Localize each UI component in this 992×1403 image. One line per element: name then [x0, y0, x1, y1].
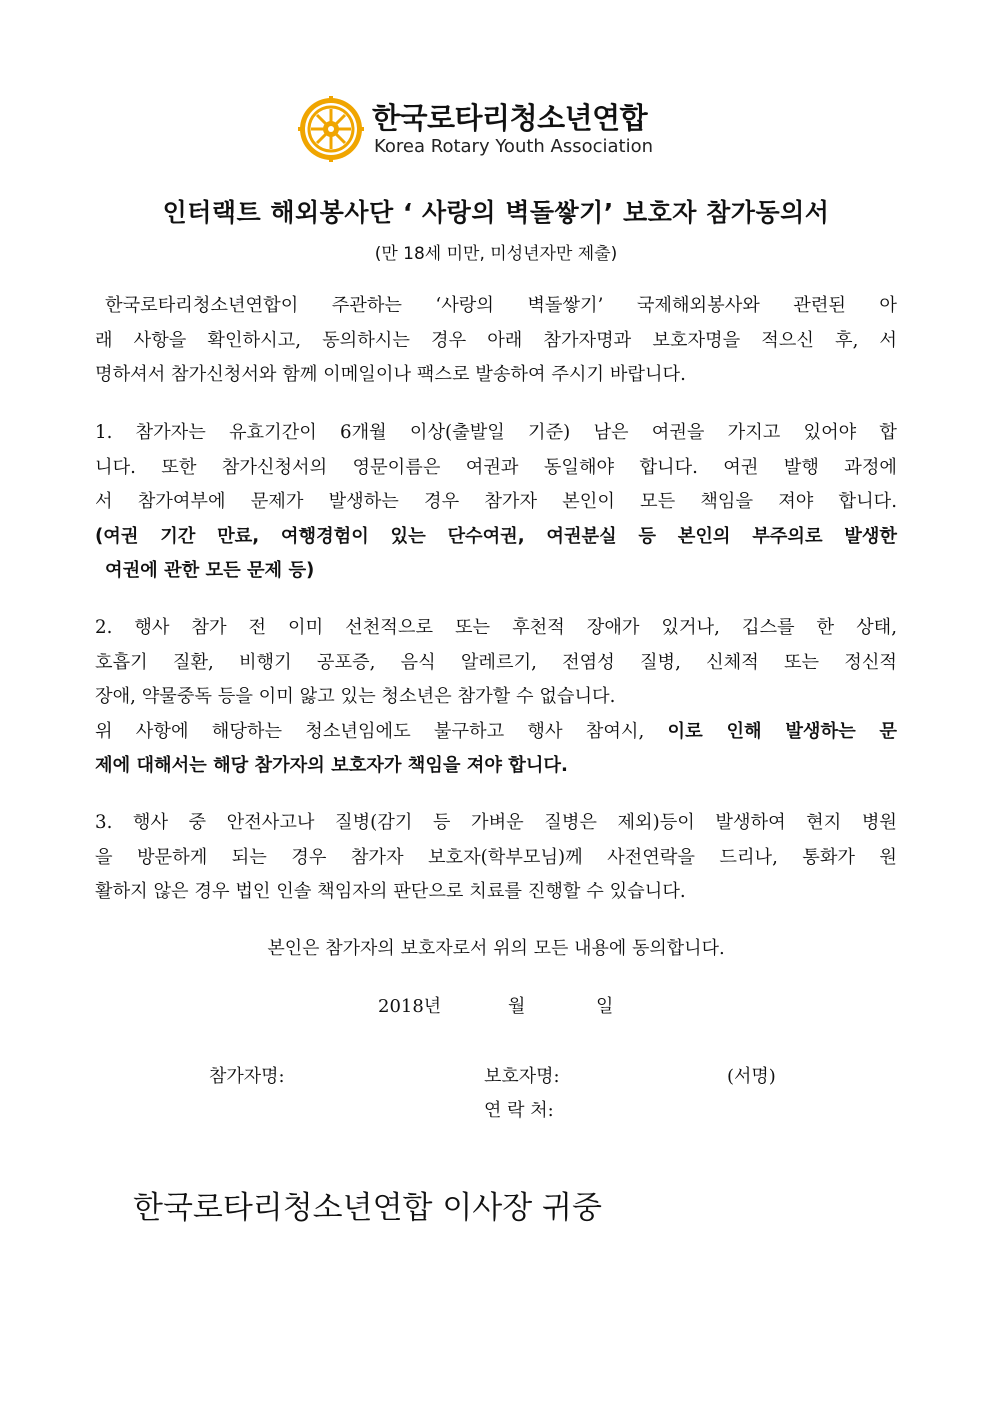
- item-1-line: 1. 참가자는 유효기간이 6개월 이상(출발일 기준) 남은 여권을 가지고 있어야 합: [95, 422, 897, 443]
- guardian-name-label: 보호자명:: [484, 1066, 560, 1087]
- contact-label: 연 락 처:: [484, 1100, 554, 1121]
- intro-line: 명하셔서 참가신청서와 함께 이메일이나 팩스로 발송하여 주시기 바랍니다.: [95, 364, 686, 385]
- date-day: 일: [596, 996, 614, 1017]
- date-year: 2018년: [378, 996, 442, 1017]
- item-1-line: 니다. 또한 참가신청서의 영문이름은 여권과 동일해야 합니다. 여권 발행 과정에: [95, 456, 897, 478]
- consent-statement: 본인은 참가자의 보호자로서 위의 모든 내용에 동의합니다.: [267, 938, 725, 959]
- signature-label: (서명): [727, 1066, 776, 1087]
- item-3-line: 3. 행사 중 안전사고나 질병(감기 등 가벼운 질병은 제외)등이 발생하여 현지 병원: [95, 812, 897, 833]
- item-3-line: 을 방문하게 되는 경우 참가자 보호자(학부모님)께 사전연락을 드리나, 통화가 원: [95, 846, 897, 868]
- organization-logo: [298, 96, 688, 162]
- intro-paragraph: [95, 289, 897, 393]
- document-title: 인터랙트 해외봉사단 ‘ 사랑의 벽돌쌓기’ 보호자 참가동의서: [162, 198, 830, 227]
- item-2-line: 장애, 약물중독 등을 이미 앓고 있는 청소년은 참가할 수 없습니다.: [95, 686, 616, 707]
- item-1-bold-line: (여권 기간 만료, 여행경험이 있는 단수여권, 여권분실 등 본인의 부주의로 발생한: [95, 525, 897, 547]
- item-1-bold-line: 여권에 관한 모든 문제 등): [105, 560, 315, 581]
- logo-korean-name: 한국로타리청소년연합: [372, 101, 648, 135]
- item-2-paragraph: [95, 611, 897, 784]
- item-2-normal-text: 위 사항에 해당하는 청소년임에도 불구하고 행사 참여시,: [95, 720, 668, 742]
- intro-line: 래 사항을 확인하시고, 동의하시는 경우 아래 참가자명과 보호자명을 적으신 후, 서: [95, 329, 897, 351]
- date-month: 월: [508, 996, 526, 1017]
- rotary-wheel-icon: [298, 96, 364, 162]
- addressee: 한국로타리청소년연합 이사장 귀중: [133, 1190, 602, 1226]
- item-1-paragraph: [95, 416, 897, 589]
- item-3-paragraph: [95, 806, 897, 910]
- item-2-bold-line: 제에 대해서는 해당 참가자의 보호자가 책임을 져야 합니다.: [95, 755, 568, 776]
- item-1-line: 서 참가여부에 문제가 발생하는 경우 참가자 본인이 모든 책임을 져야 합니다.: [95, 491, 897, 512]
- document-subtitle: (만 18세 미만, 미성년자만 제출): [374, 244, 618, 264]
- intro-line: 한국로타리청소년연합이 주관하는 ‘사랑의 벽돌쌓기’ 국제해외봉사와 관련된 아: [105, 295, 897, 316]
- item-2-line: 2. 행사 참가 전 이미 선천적으로 또는 후천적 장애가 있거나, 깁스를 한 상태,: [95, 617, 897, 638]
- item-2-mixed-line: [95, 715, 897, 750]
- participant-name-label: 참가자명:: [209, 1066, 285, 1087]
- item-2-line: 호흡기 질환, 비행기 공포증, 음식 알레르기, 전염성 질병, 신체적 또는 정신적: [95, 651, 897, 673]
- item-3-line: 활하지 않은 경우 법인 인솔 책임자의 판단으로 치료를 진행할 수 있습니다.: [95, 881, 686, 902]
- logo-english-name: Korea Rotary Youth Association: [374, 136, 654, 157]
- item-2-bold-text: 이로 인해 발생하는 문: [667, 720, 897, 742]
